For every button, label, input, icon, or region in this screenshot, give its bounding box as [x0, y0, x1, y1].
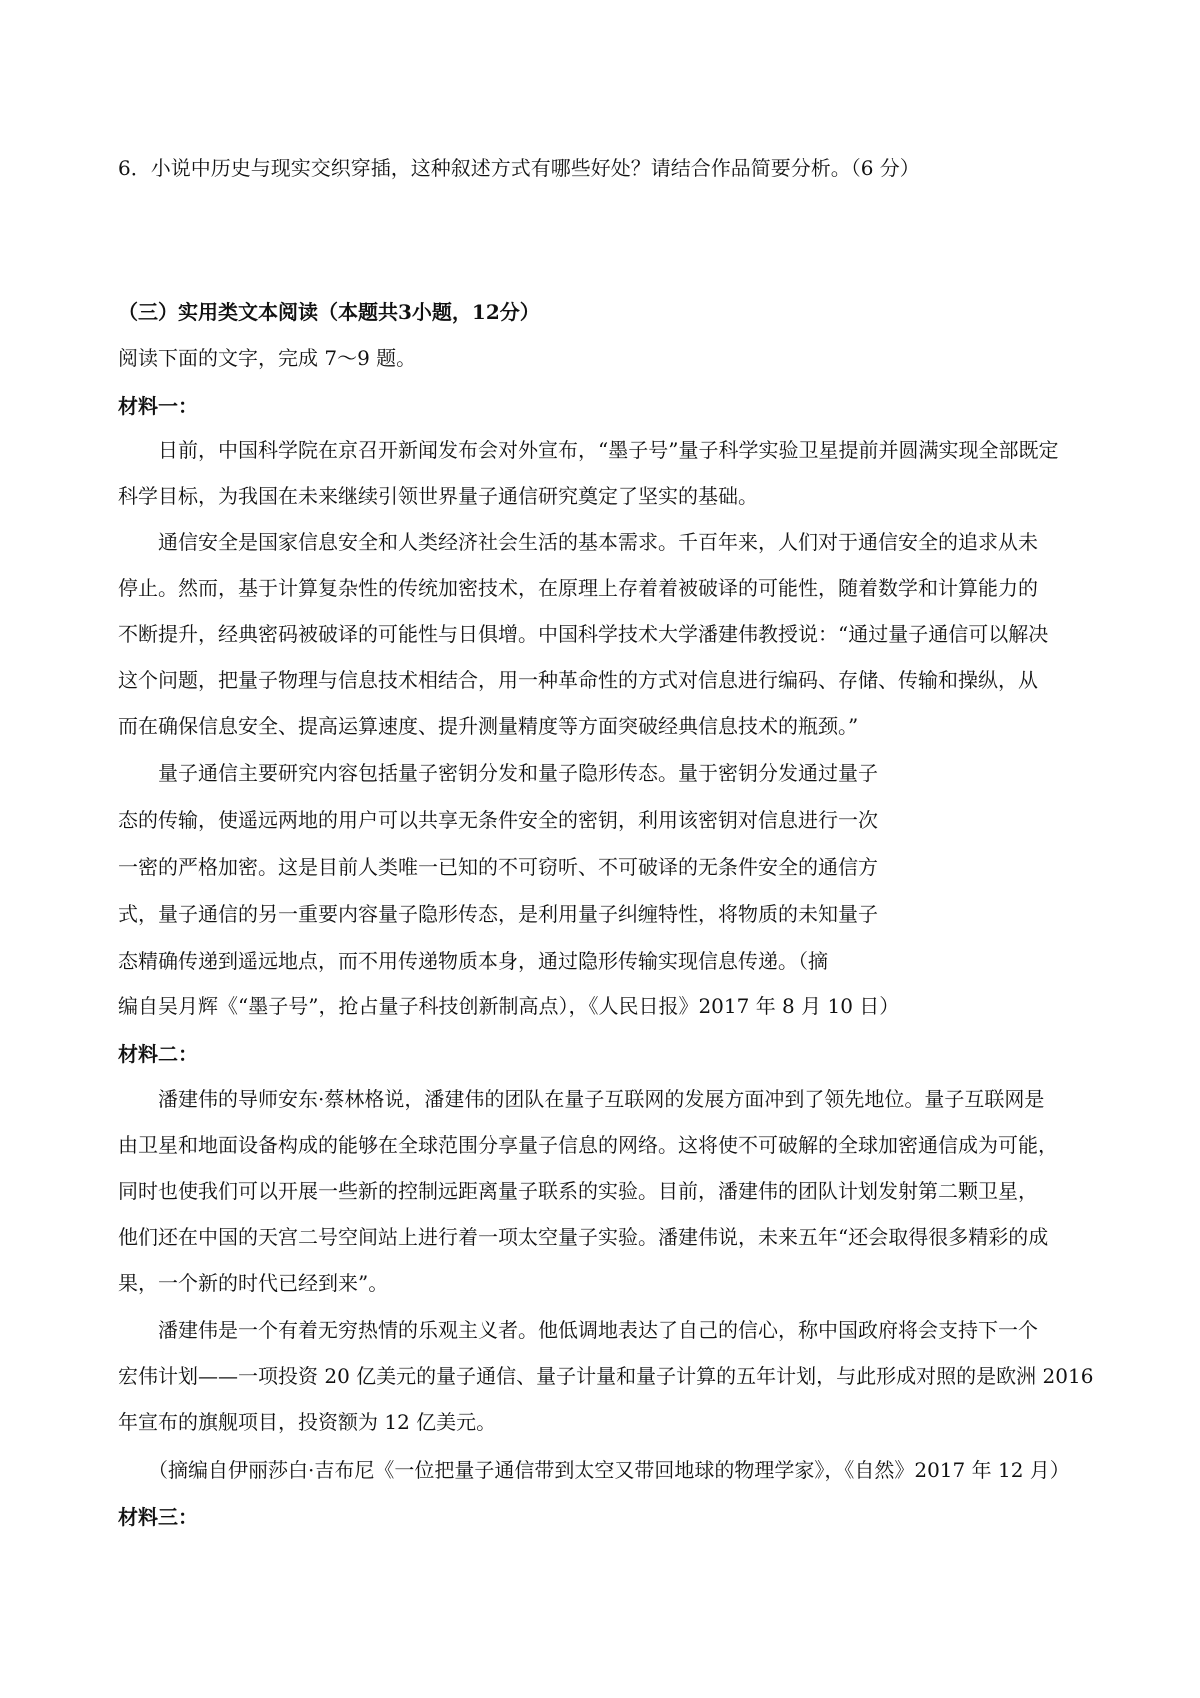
- m1-p3-line-2: 态的传输，使遥远两地的用户可以共享无条件安全的密钥，利用该密钥对信息进行一次: [118, 808, 878, 832]
- material-2-heading: 材料二：: [118, 1042, 198, 1066]
- m1-source: 编自吴月辉《“墨子号”，抢占量子科技创新制高点），《人民日报》2017 年 8 月 10 日）: [118, 994, 900, 1018]
- material-1-heading: 材料一：: [118, 394, 198, 418]
- m2-p1-line-3: 同时也使我们可以开展一些新的控制远距离量子联系的实验。目前，潘建伟的团队计划发射第二颗卫星，: [118, 1179, 1038, 1203]
- m2-p2-line-3: 年宣布的旗舰项目，投资额为 12 亿美元。: [118, 1410, 497, 1434]
- m2-p1-line-4: 他们还在中国的天宫二号空间站上进行着一项太空量子实验。潘建伟说，未来五年“还会取得很多精彩的成: [118, 1225, 1049, 1249]
- m2-p1-line-1: 潘建伟的导师安东·蔡林格说，潘建伟的团队在量子互联网的发展方面冲到了领先地位。量子互联网是: [158, 1087, 1045, 1111]
- m2-p2-line-1: 潘建伟是一个有着无穷热情的乐观主义者。他低调地表达了自己的信心，称中国政府将会支持下一个: [158, 1318, 1038, 1342]
- m1-p1-line-1: 日前，中国科学院在京召开新闻发布会对外宣布，“墨子号”量子科学实验卫星提前并圆满实现全部既定: [158, 438, 1059, 462]
- m1-p2-line-1: 通信安全是国家信息安全和人类经济社会生活的基本需求。千百年来，人们对于通信安全的追求从未: [158, 530, 1038, 554]
- m1-p3-line-1: 量子通信主要研究内容包括量子密钥分发和量子隐形传态。量于密钥分发通过量子: [158, 761, 878, 785]
- m1-p2-line-2: 停止。然而，基于计算复杂性的传统加密技术，在原理上存着着被破译的可能性，随着数学和计算能力的: [118, 576, 1038, 600]
- question-6: 6．小说中历史与现实交织穿插，这种叙述方式有哪些好处？请结合作品简要分析。（6 分）: [118, 156, 920, 180]
- m2-p1-line-5: 果，一个新的时代已经到来”。: [118, 1271, 389, 1295]
- material-3-heading: 材料三：: [118, 1505, 198, 1529]
- m1-p3-line-5: 态精确传递到遥远地点，而不用传递物质本身，通过隐形传输实现信息传递。（摘: [118, 949, 828, 973]
- m1-p1-line-2: 科学目标，为我国在未来继续引领世界量子通信研究奠定了坚实的基础。: [118, 484, 758, 508]
- m2-p1-line-2: 由卫星和地面设备构成的能够在全球范围分享量子信息的网络。这将使不可破解的全球加密通信成为可能，: [118, 1133, 1058, 1157]
- m1-p2-line-4: 这个问题，把量子物理与信息技术相结合，用一种革命性的方式对信息进行编码、存储、传输和操纵，从: [118, 668, 1038, 692]
- m1-p3-line-3: 一密的严格加密。这是目前人类唯一已知的不可窃听、不可破译的无条件安全的通信方: [118, 855, 878, 879]
- section-title: （三）实用类文本阅读（本题共3小题，12分）: [118, 300, 540, 324]
- m2-p2-line-2: 宏伟计划——一项投资 20 亿美元的量子通信、量子计量和量子计算的五年计划，与此形成对照的是欧洲 2016: [118, 1364, 1094, 1388]
- reading-instruction: 阅读下面的文字，完成 7～9 题。: [118, 346, 417, 370]
- m1-p3-line-4: 式，量子通信的另一重要内容量子隐形传态，是利用量子纠缠特性，将物质的未知量子: [118, 902, 878, 926]
- m2-source: （摘编自伊丽莎白·吉布尼《一位把量子通信带到太空又带回地球的物理学家》，《自然》2017 年 12 月）: [148, 1458, 1070, 1482]
- m1-p2-line-3: 不断提升，经典密码被破译的可能性与日俱增。中国科学技术大学潘建伟教授说：“通过量子通信可以解决: [118, 622, 1049, 646]
- m1-p2-line-5: 而在确保信息安全、提高运算速度、提升测量精度等方面突破经典信息技术的瓶颈。”: [118, 714, 859, 738]
